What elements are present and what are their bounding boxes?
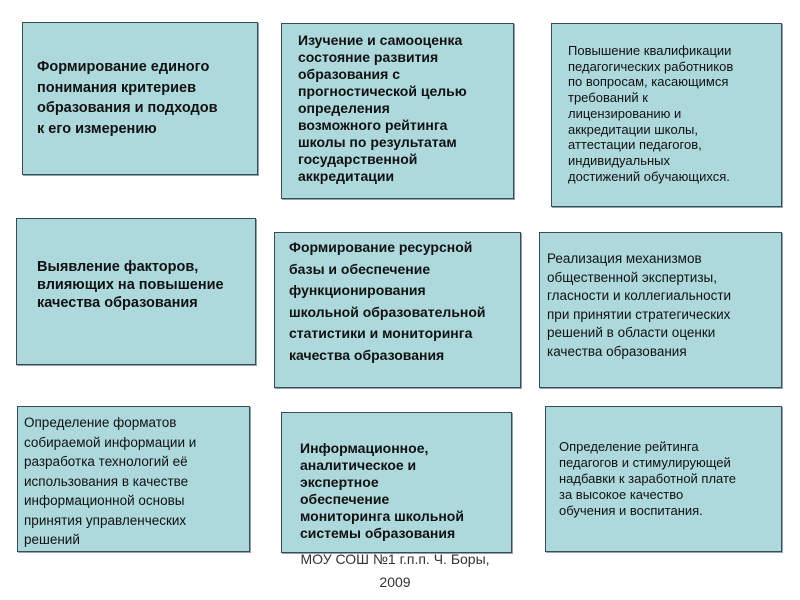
box-text: Определение рейтинга педагогов и стимулирующей надбавки к заработной плате за высокое качество обучения и воспитания. [559,439,737,518]
box-information [281,412,512,553]
box-self-assessment [281,23,514,199]
footer-caption: МОУ СОШ №1 г.п.п. Ч. Боры, 2009 [300,551,490,590]
box-text: Определение форматов собираемой информации и разработка технологий её использования в качестве информационной основы принятия управленческих решений [24,415,197,547]
box-text: Формирование единого понимания критериев образования и подходов к его измерению [37,59,218,137]
box-qualification [551,23,782,207]
box-text: Изучение и самооценка состояние развития образования с прогностической целью определения возможного рейтинга школы по результатам государственной аккредитации [298,32,467,184]
box-text: Информационное, аналитическое и экспертное обеспечение мониторинга школьной системы образования [300,440,464,541]
box-text: Реализация механизмов общественной экспертизы, гласности и коллегиальности при принятии стратегических решений в области оценки качества образования [547,251,732,359]
box-text: Формирование ресурсной базы и обеспечение функционирования школьной образовательной статистики и мониторинга качества образования [289,239,486,363]
box-formats [17,406,250,552]
box-text: Выявление факторов, влияющих на повышение качества образования [37,259,224,311]
box-rating [545,406,782,552]
box-text: Повышение квалификации педагогических работников по вопросам, касающимся требований к лицензированию и аккредитации школы, аттестации педагогов, индивидуальных достижений обучающихся. [568,43,734,184]
box-expertise [539,232,782,388]
box-unified-criteria [22,22,258,175]
box-resource-base [274,232,521,388]
box-factors [16,218,256,365]
